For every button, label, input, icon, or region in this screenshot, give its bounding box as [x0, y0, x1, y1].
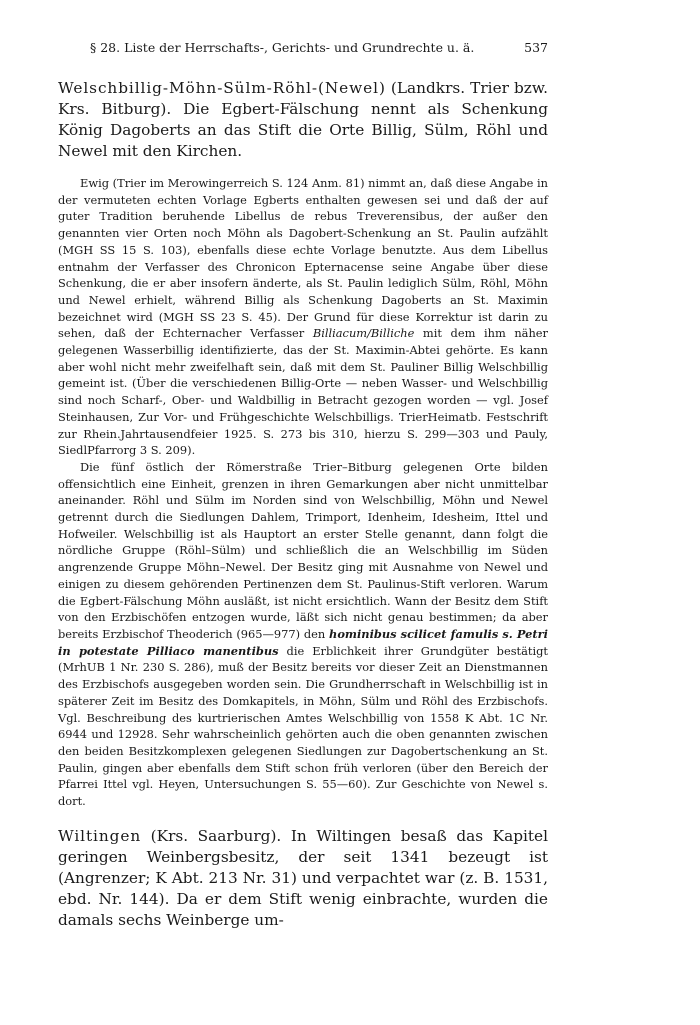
commentary-block — [58, 175, 548, 810]
entry-text: (Landkrs. Trier bzw. Krs. Bitburg). Die Egbert-Fälschung nennt als Schenkung König Dagoberts an das Stift die Orte Billig, Sülm, Röhl und Newel mit den Kirchen. — [58, 79, 548, 160]
entry-text: (Krs. Saarburg). In Wiltingen besaß das Kapitel geringen Weinbergsbesitz, der seit 1341 bezeugt ist (Angrenzer; K Abt. 213 Nr. 31) und verpachtet war (z. B. 1531, ebd. Nr. 144). Da er dem Stift wenig einbrachte, wurden die damals sechs Weinberge um- — [58, 827, 548, 929]
page-number: 537 — [524, 40, 548, 55]
entry-welschbillig — [58, 78, 548, 162]
commentary-paragraph-2 — [58, 459, 548, 810]
entry-paragraph — [58, 826, 548, 931]
entry-paragraph — [58, 78, 548, 162]
commentary-text: Die fünf östlich der Römerstraße Trier–Bitburg gelegenen Orte bilden offensichtlich eine Einheit, grenzen in ihren Gemarkungen aber nicht unmittelbar aneinander. Röhl und Sülm im Norden sind von Welschbillig, Möhn und Newel getrennt durch die Siedlungen Dahlem, Trimport, Idenheim, Idesheim, Ittel und Hofweiler. Welschbillig ist als Hauptort an erster Stelle genannt, dann folgt die nördliche Gruppe (Röhl–Sülm) und schließlich die an Welschbillig im Süden angrenzende Gruppe Möhn–Newel. Der Besitz ging mit Ausnahme von Newel und einigen zu diesem gehörenden Pertinenzen dem St. Paulinus-Stift verloren. Warum die Egbert-Fälschung Möhn ausläßt, ist nicht ersichtlich. Wann der Besitz dem Stift von den Erzbischöfen entzogen wurde, läßt sich nicht genau bestimmen; da aber bereits Erzbischof Theoderich (965—977) den — [58, 459, 548, 641]
entry-lemma: Welschbillig-Möhn-Sülm-Röhl-(Newel) — [58, 79, 386, 97]
commentary-italic-bold: hominibus scilicet famulis s. Petri in potestate Pilliaco manentibus — [58, 626, 548, 658]
entry-wiltingen — [58, 826, 548, 931]
commentary-text: Ewig (Trier im Merowingerreich S. 124 Anm. 81) nimmt an, daß diese Angabe in der vermuteten echten Vorlage Egberts enthalten gewesen sei und daß der auf guter Tradition beruhende Libellus de rebus Treverensibus, der außer den genannten vier Orten noch Möhn als Dagobert-Schenkung an St. Paulin aufzählt (MGH SS 15 S. 103), ebenfalls diese echte Vorlage benutzte. Aus dem Libellus entnahm der Verfasser des Chronicon Epternacense seine Angabe über diese Schenkung, die er aber insofern änderte, als St. Paulin lediglich Sülm, Röhl, Möhn und Newel erhielt, während Billig als Schenkung Dagoberts an St. Maximin bezeichnet wird (MGH SS 23 S. 45). Der Grund für diese Korrektur ist darin zu sehen, daß der Echternacher Verfasser — [58, 176, 548, 341]
commentary-text: die Erblichkeit ihrer Grundgüter bestätigt (MrhUB 1 Nr. 230 S. 286), muß der Besitz bereits vor dieser Zeit an Dienstmannen des Erzbischofs ausgegeben worden sein. Die Grundherrschaft in Welschbillig ist in späterer Zeit im Besitz des Domkapitels, in Möhn, Sülm und Röhl des Erzbischofs. Vgl. Beschreibung des kurtrierischen Amtes Welschbillig von 1558 K Abt. 1C Nr. 6944 und 12928. Sehr wahrscheinlich gehörten auch die oben genannten zwischen den beiden Besitzkomplexen gelegenen Siedlungen zur Dagobertschenkung an St. Paulin, gingen aber ebenfalls dem Stift schon früh verloren (über den Bereich der Pfarrei Ittel vgl. Heyen, Untersuchungen S. 55—60). Zur Geschichte von Newel s. dort. — [58, 643, 548, 809]
running-title: § 28. Liste der Herrschafts-, Gerichts- und Grundrechte u. ä. — [90, 40, 475, 55]
commentary-paragraph-1 — [58, 175, 548, 459]
entry-lemma: Wiltingen — [58, 827, 142, 845]
commentary-text: mit dem ihm näher gelegenen Wasserbillig identifizierte, das der St. Maximin-Abtei gehörte. Es kann aber wohl nicht mehr zweifelhaft sein, daß mit dem St. Pauliner Billig Welschbillig gemeint ist. (Über die verschiedenen Billig-Orte — neben Wasser- und Welschbillig sind noch Scharf-, Ober- und Waldbillig in Betracht gezogen worden — vgl. Josef Steinhausen, Zur Vor- und Frühgeschichte Welschbilligs. TrierHeimatb. Festschrift zur Rhein.Jahrtausendfeier 1925. S. 273 bis 310, hierzu S. 299—303 und Pauly, SiedlPfarrorg 3 S. 209). — [58, 326, 548, 458]
running-header — [58, 40, 548, 60]
commentary-italic: Billiacum/Billiche — [312, 326, 415, 341]
